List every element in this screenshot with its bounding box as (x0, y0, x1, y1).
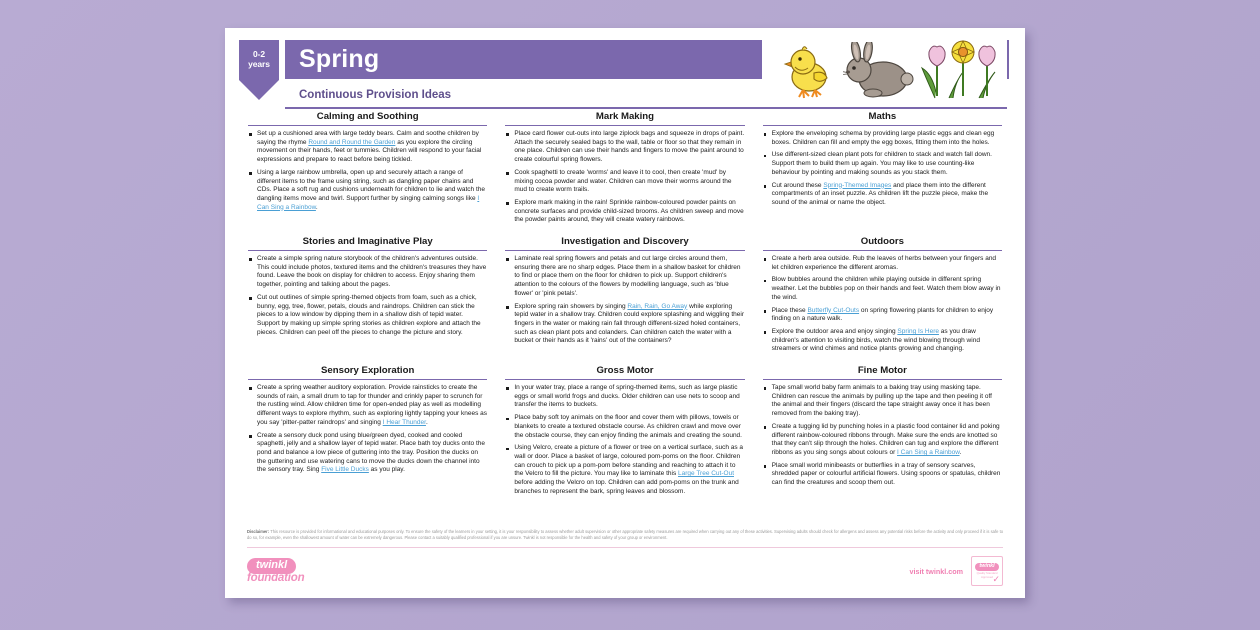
check-icon: ✓ (992, 574, 1000, 584)
list-item (505, 444, 744, 496)
disclaimer-label: Disclaimer: (247, 528, 270, 534)
worksheet-document (225, 28, 1025, 598)
text-run: Laminate real spring flowers and petals and cut large circles around them, ensuring there are no sharp edges. Place them in a shallow basket for children to find or place them on the floor for children to pick up. Support children's attention to the colours of the flowers by modelling language, such as 'blue flower' or 'pink petals'. (514, 255, 741, 297)
section-calming-and-soothing (239, 108, 496, 233)
header-illustrations (762, 34, 1007, 100)
age-badge-line1: 0-2 (253, 49, 265, 59)
text-run: Explore spring rain showers by singing (514, 302, 628, 310)
twinkl-foundation-logo[interactable] (247, 558, 304, 584)
list-item (505, 255, 744, 299)
resource-link[interactable]: Butterfly Cut-Outs (807, 306, 860, 314)
section-investigation-and-discovery (496, 233, 753, 362)
age-badge-point (239, 80, 279, 100)
resource-link[interactable]: Five Little Ducks (321, 466, 369, 474)
disclaimer-text (247, 529, 1003, 547)
text-run: Tape small world baby farm animals to a baking tray using masking tape. Children can rescue the animals by pulling up the tape and then peeling it off the animal and their fingers (discard the tape straight away once it has been removed from the baking tray). (771, 384, 992, 418)
age-badge-line2: years (248, 59, 270, 69)
list-item (763, 151, 1002, 177)
section-title: Sensory Exploration (321, 365, 415, 377)
age-range-badge (239, 40, 279, 100)
list-item (763, 130, 1002, 147)
list-item (505, 384, 744, 410)
list-item (248, 255, 487, 290)
text-run: Explore the enveloping schema by providing large plastic eggs and clean egg boxes. Children can fill and empty the egg boxes, fitting them into the holes. (771, 130, 995, 146)
page-subtitle: Continuous Provision Ideas (299, 89, 452, 101)
text-run: Using a large rainbow umbrella, open up and securely attach a range of different items to the frame using string, such as dangling paper chains and CDs. Place a soft rug and cushions underneath for children to lie and watch the dangling items move and twirl. Support further by singing calming songs like (257, 168, 485, 202)
footer-right-group (909, 556, 1003, 586)
provision-ideas-grid (225, 106, 1025, 505)
section-title: Mark Making (595, 111, 655, 122)
section-bullet-list (763, 255, 1002, 354)
text-run: Create a spring weather auditory exploration. Provide rainsticks to create the sounds of rain, a small drum to tap for thunder and crinkly paper to scrunch for the rustling wind. Allow children time for open-ended play as well as modelling different ways to explore rhythm, such as exploring lightly tapping your knees as you say 'pitter-patter raindrops' and singing (257, 384, 488, 426)
document-header (225, 28, 1025, 106)
text-run: Set up a cushioned area with large teddy bears. Calm and soothe children by saying the rhyme (257, 130, 479, 146)
section-stories-and-imaginative-play (239, 233, 496, 362)
text-run: Use different-sized clean plant pots for children to stack and watch fall down. Support them to build them up again. You may like to use counting-like behaviour by pointing and making sounds as you stack them. (771, 151, 992, 176)
resource-link[interactable]: Round and Round the Garden (308, 138, 396, 146)
text-run: Explore the outdoor area and enjoy singing (771, 327, 898, 335)
text-run: as you draw children's attention to visiting birds, watch the wind blowing through wind streamers or wind chimes and notice plants growing and changing. (771, 327, 980, 353)
stamp-subtext: Quality Standard Approved (976, 570, 998, 579)
list-item (248, 294, 487, 338)
text-run: as you explore the circling movement on their hands, feet or tummies. Children will respond to your facial expressions and prepare to react before being tickled. (257, 138, 482, 164)
section-bullet-list (248, 130, 487, 212)
chick-illustration (781, 44, 839, 100)
section-rule (505, 250, 744, 251)
list-item (248, 384, 487, 428)
text-run: In your water tray, place a range of spring-themed items, such as large plastic eggs or small world frogs and ducks. Older children can use nets to scoop and transfer the items to buckets. (514, 384, 740, 409)
text-run: Explore mark making in the rain! Sprinkle rainbow-coloured powder paints on concrete surfaces and provide child-sized brooms. As children sweep and move the powder paints around, they will create watery rainbows. (514, 198, 744, 224)
section-rule (505, 379, 744, 380)
section-title: Stories and Imaginative Play (302, 236, 433, 248)
list-item (505, 414, 744, 440)
section-gross-motor (496, 362, 753, 504)
section-rule (248, 250, 487, 251)
section-rule (763, 379, 1002, 380)
text-run: Place small world minibeasts or butterflies in a tray of sensory scarves, shredded paper or colourful artificial flowers. Using spoons or spatulas, children can find the creatures and scoop them out. (771, 461, 1001, 487)
section-rule (505, 125, 744, 126)
text-run: Cut around these (771, 181, 824, 189)
footer-row (247, 554, 1003, 588)
list-item (763, 276, 1002, 302)
section-bullet-list (248, 255, 487, 337)
text-run: Create a herb area outside. Rub the leaves of herbs between your fingers and let children experience the different aromas. (771, 255, 997, 271)
text-run: Place baby soft toy animals on the floor and cover them with pillows, towels or blankets to create a textured obstacle course. As children crawl and move over the obstacle course, they can enjoy finding the animals and creating the sound. (514, 414, 742, 439)
text-run: Cut out outlines of simple spring-themed objects from foam, such as a chick, bunny, egg, tree, flower, petals, clouds and raindrops. Children can stick the pieces to a low window by dipping them in a shallow dish of tepid water. Support by making up simple spring stories as children explore and attach the pieces. Children can peel off the pieces to change the picture and story. (257, 293, 481, 336)
text-run: as you play. (368, 466, 405, 474)
section-sensory-exploration (239, 362, 496, 504)
stamp-cloud-logo: twinkl (975, 563, 998, 571)
text-run: . (425, 418, 428, 426)
list-item (505, 130, 744, 165)
visit-twinkl-link[interactable]: visit twinkl.com (909, 566, 963, 576)
text-run: before adding the Velcro on top. Children can add pom-poms on the trunk and branches to represent the bark, spring leaves and blossom. (514, 479, 739, 495)
section-bullet-list (505, 130, 744, 225)
list-item (763, 182, 1002, 208)
section-title: Gross Motor (596, 365, 654, 377)
section-title: Fine Motor (857, 365, 907, 377)
text-run: Create a tugging lid by punching holes in a plastic food container lid and poking different rainbow-coloured ribbons through. Make sure the ends are knotted so that they can't slip through the holes. Children can tug and explore the different ribbons as you sing songs about colours or (771, 422, 1000, 456)
list-item (505, 199, 744, 225)
foundation-wordmark: foundation (247, 572, 305, 584)
resource-link[interactable]: Large Tree Cut-Out (678, 470, 734, 478)
resource-link[interactable]: I Can Sing a Rainbow (897, 448, 960, 456)
section-bullet-list (763, 384, 1002, 488)
section-title: Maths (868, 111, 897, 122)
list-item (763, 255, 1002, 272)
resource-link[interactable]: Spring-Themed Images (823, 181, 892, 189)
text-run: on spring flowering plants for children to enjoy finding on a nature walk. (771, 306, 994, 323)
text-run: Create a sensory duck pond using blue/green dyed, cooked and cooled spaghetti, jelly and a shallow layer of tepid water. Place bath toy ducks onto the pond and balance a low piece of guttering into the tray. Position the ducks on the guttering and use watering cans to move the ducks down the channel into the sensory tray. Sing (257, 431, 485, 474)
text-run: Create a simple spring nature storybook of the children's adventures outside. This could include photos, textured items and the children's treasures they have found. Leave the book on display for children to access. Enjoy sharing them together, pointing and talking about the pages. (257, 255, 487, 289)
resource-link[interactable]: I Can Sing a Rainbow (257, 194, 480, 211)
text-run: Place these (771, 306, 808, 314)
section-bullet-list (505, 384, 744, 496)
resource-link[interactable]: I Hear Thunder (382, 418, 426, 426)
section-title: Outdoors (860, 236, 904, 248)
section-maths (754, 108, 1011, 233)
document-footer (225, 529, 1025, 598)
list-item (763, 307, 1002, 324)
text-run: Place card flower cut-outs into large ziplock bags and squeeze in drops of paint. Attach the securely sealed bags to the wall, table or floor so that they remain in one place. Children can use their hands and fingers to move the paint around to create colourful spring flowers. (514, 130, 745, 164)
list-item (505, 169, 744, 195)
section-title: Calming and Soothing (316, 111, 419, 122)
section-rule (248, 379, 487, 380)
age-badge-body (239, 40, 279, 80)
list-item (248, 432, 487, 476)
tulips-daffodil-illustration (919, 38, 1007, 100)
section-bullet-list (248, 384, 487, 475)
rabbit-illustration (843, 42, 915, 100)
page-title: Spring (299, 45, 380, 73)
text-run: . (315, 203, 318, 211)
section-outdoors (754, 233, 1011, 362)
list-item (763, 423, 1002, 458)
twinkl-cloud-logo: twinkl (247, 558, 296, 574)
section-rule (248, 125, 487, 126)
section-rule (763, 250, 1002, 251)
resource-link[interactable]: Spring Is Here (897, 327, 939, 335)
text-run: while exploring tepid water in a shallow tray. Children could explore splashing and wiggling their fingers in the water or making rain fall through different-sized holed containers, such as clean plant pots and colanders. Can children catch the water with a bucket or their hands as it 'rains' out of the containers? (514, 302, 745, 345)
section-bullet-list (505, 255, 744, 346)
list-item (763, 462, 1002, 488)
footer-divider (247, 547, 1003, 548)
section-mark-making (496, 108, 753, 233)
list-item (505, 303, 744, 347)
section-rule (763, 125, 1002, 126)
list-item (763, 328, 1002, 354)
list-item (248, 130, 487, 165)
quality-approved-stamp (971, 556, 1003, 586)
resource-link[interactable]: Rain, Rain, Go Away (627, 302, 688, 310)
section-fine-motor (754, 362, 1011, 504)
list-item (248, 169, 487, 213)
text-run: . (959, 448, 962, 456)
text-run: and place them into the different compartments of an inset puzzle. As children lift the puzzle piece, make the sound of the animal or name the object. (771, 181, 989, 206)
section-bullet-list (763, 130, 1002, 208)
list-item (763, 384, 1002, 419)
text-run: Using Velcro, create a picture of a flower or tree on a vertical surface, such as a wall or door. Place a basket of large, coloured pom-poms on the floor. Children can crouch to pick up a pom-pom before standing and reaching to attach it to the Velcro to fill the picture. You may like to laminate this (514, 444, 744, 478)
text-run: Blow bubbles around the children while playing outside in different spring weather. Let the bubbles pop on their hands and feet. Watch them blow away in the wind. (771, 276, 1001, 301)
section-title: Investigation and Discovery (561, 236, 689, 248)
disclaimer-body: This resource is provided for informational and educational purposes only. To ensure the safety of the learners in your setting, it is your responsibility to assess whether adult supervision or other appropriate safety measures are required when carrying out any of these activities. Supervising adults should check for allergens and assess any potential risks before the activity and only proceed if it is safe to do so, for example, even the shallowest amount of water can be extremely dangerous. Please contact a suitably qualified professional if you are unsure. Twinkl is not responsible for the health and safety of your group or environment. (247, 528, 1003, 540)
text-run: Cook spaghetti to create 'worms' and leave it to cool, then create 'mud' by mixing cocoa powder and water. Children can move their worms around the mud to create worm trails. (514, 168, 732, 194)
